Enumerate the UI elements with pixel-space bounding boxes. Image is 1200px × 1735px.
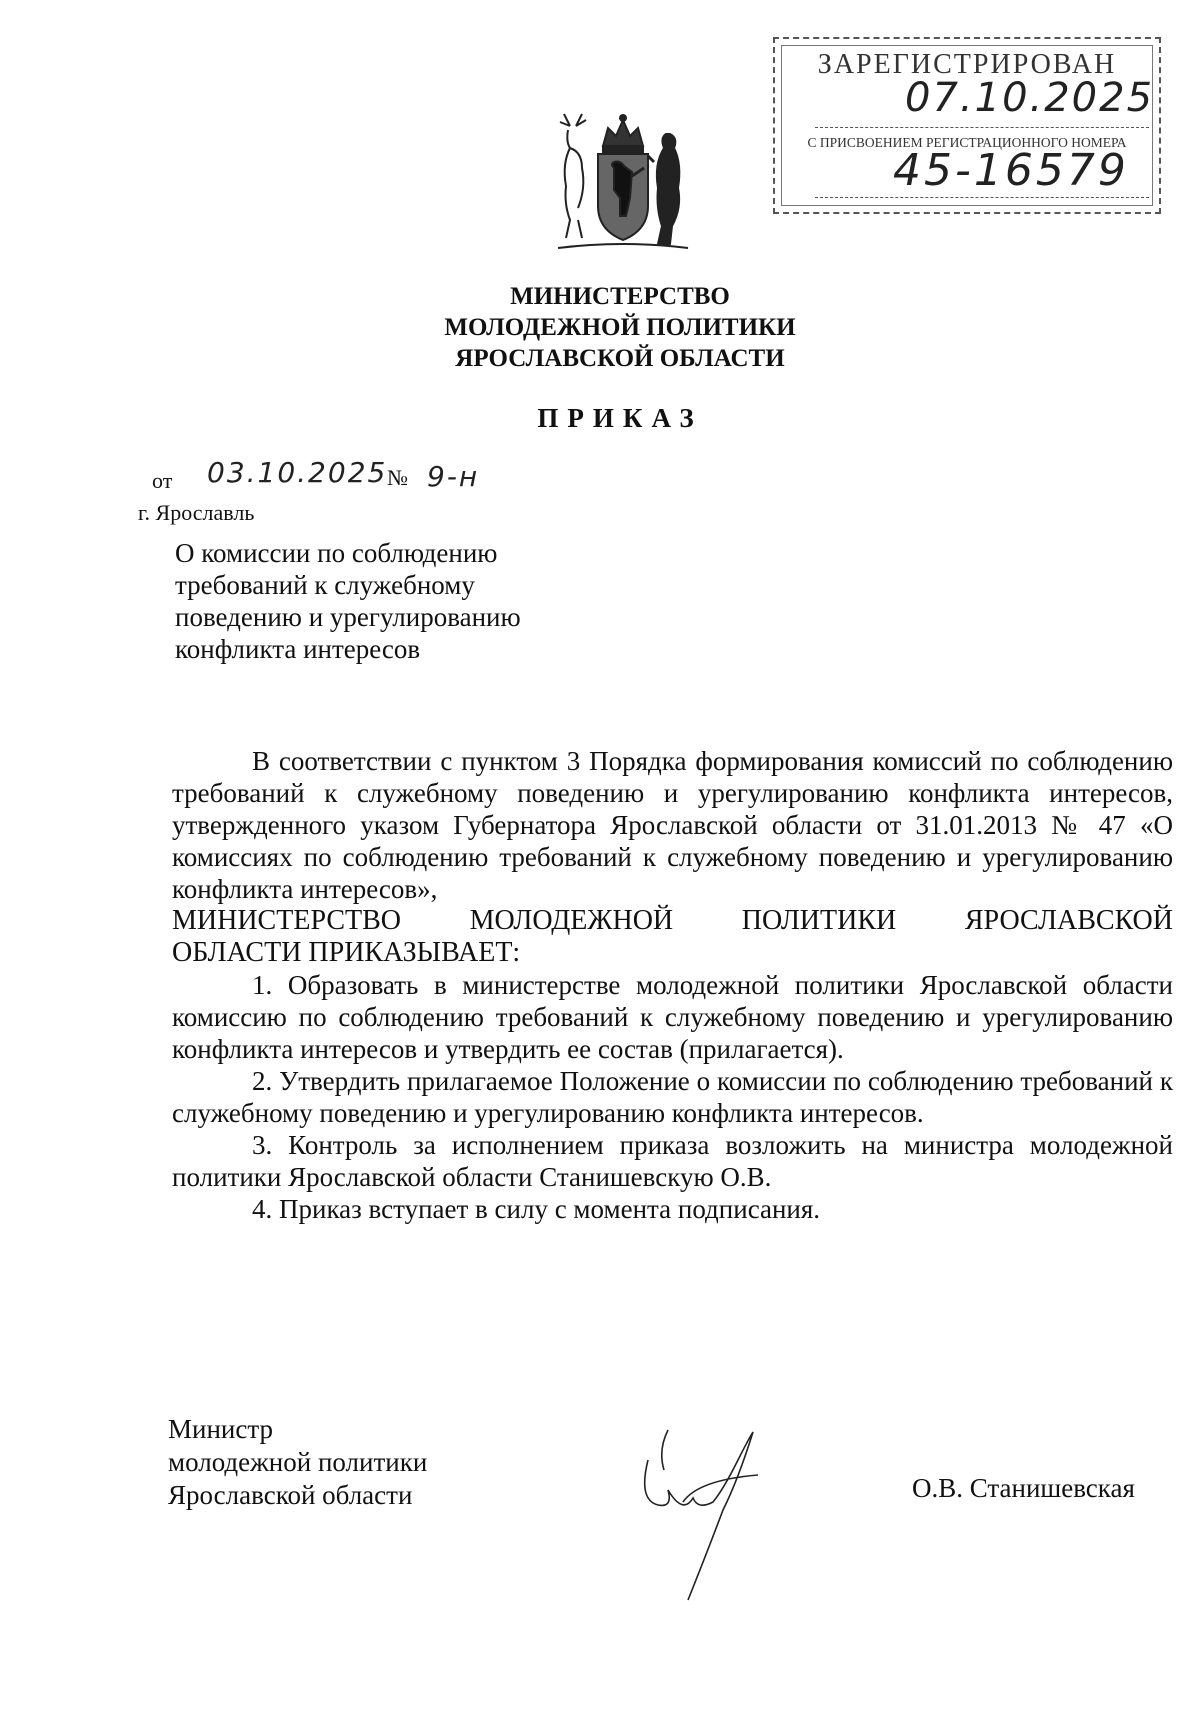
number-label: № [387, 465, 408, 490]
stamp-title: ЗАРЕГИСТРИРОВАН [817, 49, 1117, 80]
order-title: ПРИКАЗ [537, 403, 703, 433]
position-line: Министр [168, 1414, 273, 1444]
position-line: молодежной политики [168, 1447, 428, 1477]
order-number: 9-н [427, 460, 480, 493]
subject-line: О комиссии по соблюдению [175, 538, 498, 568]
order-meta [152, 456, 480, 494]
signatory-name: О.В. Станишевская [912, 1473, 1135, 1503]
order-item: 4. Приказ вступает в силу с момента подписания. [252, 1194, 821, 1224]
stamp-registration-number: 45-16579 [893, 145, 1129, 196]
orders-heading [172, 905, 1173, 969]
registration-stamp [773, 37, 1161, 214]
stamp-divider [815, 127, 1149, 128]
order-body [172, 745, 1173, 1225]
position-line: Ярославской области [168, 1480, 413, 1510]
stamp-date: 07.10.2025 [905, 75, 1155, 121]
subject-line: требований к служебному [175, 570, 475, 600]
subject-line: конфликта интересов [175, 634, 421, 664]
subject-line: поведению и урегулированию [175, 602, 521, 632]
ministry-header [380, 281, 860, 374]
from-label: от [152, 468, 173, 493]
signatory-position [168, 1413, 427, 1512]
handwritten-signature [628, 1420, 778, 1620]
header-line: МОЛОДЕЖНОЙ ПОЛИТИКИ [444, 314, 796, 341]
order-item: 1. Образовать в министерстве молодежной политики Ярославской области комиссию по соблюдению требований к служебному поведению и урегулированию конфликта интересов и утвердить ее состав (прилагается). [172, 970, 1173, 1064]
order-item: 3. Контроль за исполнением приказа возложить на министра молодежной политики Ярославской области Станишевскую О.В. [172, 1130, 1173, 1192]
order-city: г. Ярославль [138, 500, 255, 525]
stamp-subtitle: С ПРИСВОЕНИЕМ РЕГИСТРАЦИОННОГО НОМЕРА [807, 135, 1127, 150]
orders-heading-line: МИНИСТЕРСТВО МОЛОДЕЖНОЙ ПОЛИТИКИ ЯРОСЛАВСКОЙ [172, 905, 1173, 936]
order-date: 03.10.2025 [207, 456, 388, 489]
orders-heading-line: ОБЛАСТИ ПРИКАЗЫВАЕТ: [172, 937, 521, 968]
order-subject [175, 537, 635, 665]
stamp-divider [815, 197, 1149, 198]
header-line: ЯРОСЛАВСКОЙ ОБЛАСТИ [455, 345, 785, 372]
order-item: 2. Утвердить прилагаемое Положение о комиссии по соблюдению требований к служебному поведению и урегулированию конфликта интересов. [172, 1066, 1173, 1128]
coat-of-arms-icon [548, 108, 698, 253]
preamble-paragraph: В соответствии с пунктом 3 Порядка формирования комиссий по соблюдению требований к служебному поведению и урегулированию конфликта интересов, утвержденного указом Губернатора Ярославской области от 31.01.2013 № 47 «О комиссиях по соблюдению требований к служебному поведению и урегулированию конфликта интересов», [172, 746, 1173, 904]
header-line: МИНИСТЕРСТВО [510, 283, 730, 310]
